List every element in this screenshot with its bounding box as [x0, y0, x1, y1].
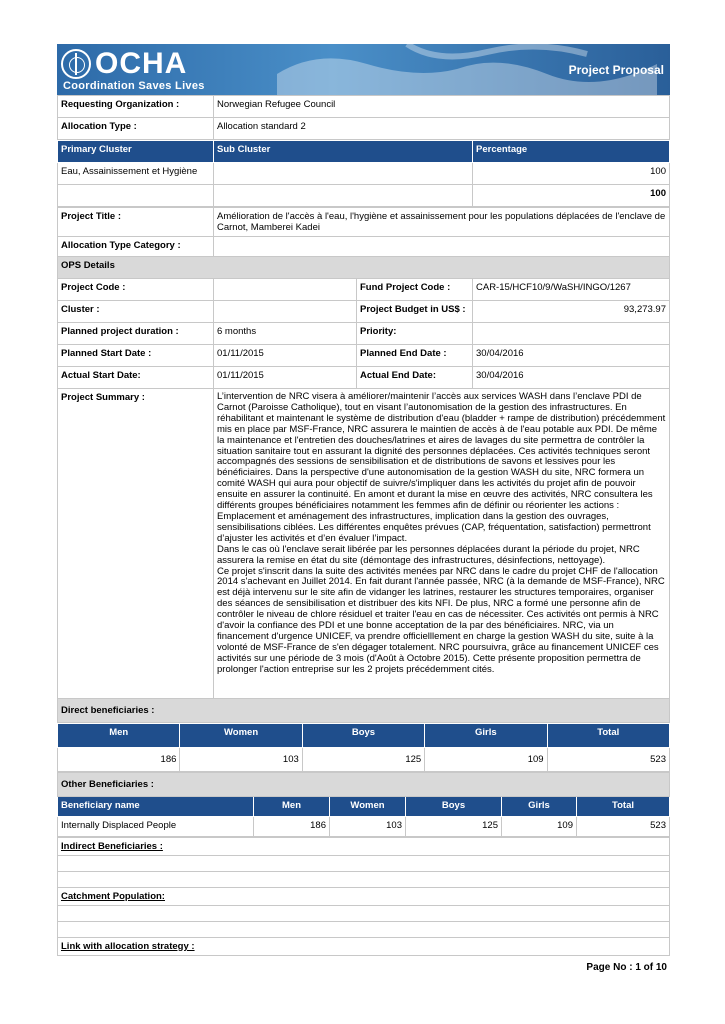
- planned-end-value: 30/04/2016: [473, 345, 670, 367]
- direct-men-header: Men: [58, 724, 180, 748]
- spacer-row: [58, 872, 670, 888]
- cluster-value: [214, 301, 357, 323]
- direct-boys-header: Boys: [302, 724, 424, 748]
- project-title-value: Amélioration de l'accès à l'eau, l'hygiène et assainissement pour les populations déplacées de l'enclave de Carnot, Mamberei Kadei: [214, 208, 670, 237]
- other-girls-header: Girls: [502, 797, 577, 817]
- other-girls-value: 109: [502, 817, 577, 837]
- other-men-header: Men: [254, 797, 330, 817]
- ocha-logo: [61, 49, 187, 79]
- direct-beneficiaries-heading: Direct beneficiaries :: [58, 699, 670, 723]
- planned-start-label: Planned Start Date :: [58, 345, 214, 367]
- planned-end-label: Planned End Date :: [357, 345, 473, 367]
- actual-start-label: Actual Start Date:: [58, 367, 214, 389]
- direct-girls-header: Girls: [425, 724, 547, 748]
- project-summary-value: L’intervention de NRC visera à améliorer/maintenir l’accès aux services WASH dans l’enclave PDI de Carnot (Paroisse Catholique), tout en visant l’autonomisation de la gestion des infrastructures. En réhabilitant et maintenant le système de distribution d'eau (bladder + rampe de distribution) précédemment mis en place par MSF-France, NRC assurera le maintien de accès à de l'eau potable aux PDI. De même la maintenance et l'entretien des douches/latrines et aires de lavages du site permettra de contrôler la situation sanitaire tout en assurant la dignité des personnes déplacées. Ces activités techniques seront accompagnés des sessions de sensibilisation et de distributions de savons et lessives pour les bénéficiaires. Dans la perspective d'une autonomisation de la gestion WASH du site, NRC formera un comité WASH qui aura pour objectif de suivre/s'impliquer dans les activités du projet afin de pouvoir ensuite en assurer la continuité. En amont et durant la mise en œuvre des activités, NRC consultera les différents groupes bénéficiaires notamment les femmes afin de définir ou réorienter les actions : Emplacement et aménagement des infrastructures, implication dans la gestion des ouvrages, sensibilisations ciblées. Les différentes enquêtes prévues (CAP, fréquentation, satisfaction) permettront d’ajuster les activités et d’en évaluer l’impact. Dans le cas où l'enclave serait libérée par les personnes déplacées durant la période du projet, NRC assurera la remise en état du site (démontage des infrastructures, désinfections, nettoyage). Ce projet s'inscrit dans la suite des activités menées par NRC dans le cadre du projet CHF de l'allocation 2014 s'achevant en Juillet 2014. En fait durant l'année passée, NRC (à la demande de MSF-France), NRC est déjà intervenu sur le site afin de vidanger les latrines, restaurer les structures temporaires, organiser des séances de sensibilisation et distribuer des kits NFI. De plus, NRC a formé une personne afin de contrôler le niveau de chlore résiduel et traiter l'eau en cas de nécessiter. Ces activités ont permis à NRC d'avoir la confiance des PDI et une bonne acceptation de la par des bénéficiaires. NRC, via un financement d'urgence UNICEF, va prendre officielllement en charge la gestion WASH du site, suite à la volonté de MSF-France de s'en dégager totalement. NRC poursuivra, grâce au financement UNICEF ces activités sur une période de 3 mois (d'Août à Octobre 2015). Cette présente proposition permettra de prolonger l'action entreprise sur les 2 projets précédemment cités.: [214, 389, 670, 699]
- fund-code-label: Fund Project Code :: [357, 279, 473, 301]
- allocation-type-label: Allocation Type :: [58, 118, 214, 140]
- requesting-org-label: Requesting Organization :: [58, 96, 214, 118]
- other-women-value: 103: [330, 817, 406, 837]
- budget-value: 93,273.97: [473, 301, 670, 323]
- budget-label: Project Budget in US$ :: [357, 301, 473, 323]
- logo-text: OCHA: [95, 47, 188, 80]
- other-boys-value: 125: [406, 817, 502, 837]
- empty-cell: [214, 185, 473, 207]
- project-code-label: Project Code :: [58, 279, 214, 301]
- spacer-row: [58, 922, 670, 938]
- organization-table: [57, 95, 670, 140]
- strategy-table: [57, 837, 670, 956]
- allocation-type-value: Allocation standard 2: [214, 118, 670, 140]
- indirect-beneficiaries-value: [58, 856, 670, 872]
- project-summary-label: Project Summary :: [58, 389, 214, 699]
- page-content: [57, 44, 670, 956]
- direct-total-header: Total: [547, 724, 669, 748]
- duration-label: Planned project duration :: [58, 323, 214, 345]
- primary-cluster-value: Eau, Assainissement et Hygiène: [58, 163, 214, 185]
- direct-beneficiaries-table: [57, 723, 670, 772]
- beneficiary-name-header: Beneficiary name: [58, 797, 254, 817]
- sub-cluster-header: Sub Cluster: [214, 141, 473, 163]
- project-details-table: [57, 207, 670, 723]
- priority-label: Priority:: [357, 323, 473, 345]
- direct-women-header: Women: [180, 724, 302, 748]
- other-total-value: 523: [577, 817, 670, 837]
- direct-boys-value: 125: [302, 748, 424, 772]
- actual-start-value: 01/11/2015: [214, 367, 357, 389]
- direct-girls-value: 109: [425, 748, 547, 772]
- actual-end-label: Actual End Date:: [357, 367, 473, 389]
- beneficiary-name-value: Internally Displaced People: [58, 817, 254, 837]
- tagline: Coordination Saves Lives: [63, 80, 205, 92]
- other-beneficiaries-heading: Other Beneficiaries :: [58, 773, 670, 797]
- other-total-header: Total: [577, 797, 670, 817]
- cluster-label: Cluster :: [58, 301, 214, 323]
- fund-code-value: CAR-15/HCF10/9/WaSH/INGO/1267: [473, 279, 670, 301]
- allocation-category-value: [214, 237, 670, 257]
- catchment-population-value: [58, 906, 670, 922]
- other-boys-header: Boys: [406, 797, 502, 817]
- percentage-total: 100: [473, 185, 670, 207]
- catchment-population-label: Catchment Population:: [58, 888, 670, 906]
- planned-start-value: 01/11/2015: [214, 345, 357, 367]
- un-emblem-icon: [61, 49, 91, 79]
- project-code-value: [214, 279, 357, 301]
- other-beneficiaries-table: [57, 772, 670, 837]
- other-men-value: 186: [254, 817, 330, 837]
- indirect-beneficiaries-label: Indirect Beneficiaries :: [58, 838, 670, 856]
- other-women-header: Women: [330, 797, 406, 817]
- requesting-org-value: Norwegian Refugee Council: [214, 96, 670, 118]
- page-number: Page No : 1 of 10: [586, 962, 667, 973]
- direct-total-value: 523: [547, 748, 669, 772]
- empty-cell: [58, 185, 214, 207]
- priority-value: [473, 323, 670, 345]
- allocation-strategy-label: Link with allocation strategy :: [58, 938, 670, 956]
- allocation-category-label: Allocation Type Category :: [58, 237, 214, 257]
- actual-end-value: 30/04/2016: [473, 367, 670, 389]
- ops-details-heading: OPS Details: [58, 257, 670, 279]
- sub-cluster-value: [214, 163, 473, 185]
- percentage-value: 100: [473, 163, 670, 185]
- direct-women-value: 103: [180, 748, 302, 772]
- project-title-label: Project Title :: [58, 208, 214, 237]
- primary-cluster-header: Primary Cluster: [58, 141, 214, 163]
- document-title: Project Proposal: [568, 63, 664, 77]
- cluster-table: [57, 140, 670, 207]
- header-banner: [57, 44, 670, 95]
- percentage-header: Percentage: [473, 141, 670, 163]
- direct-men-value: 186: [58, 748, 180, 772]
- duration-value: 6 months: [214, 323, 357, 345]
